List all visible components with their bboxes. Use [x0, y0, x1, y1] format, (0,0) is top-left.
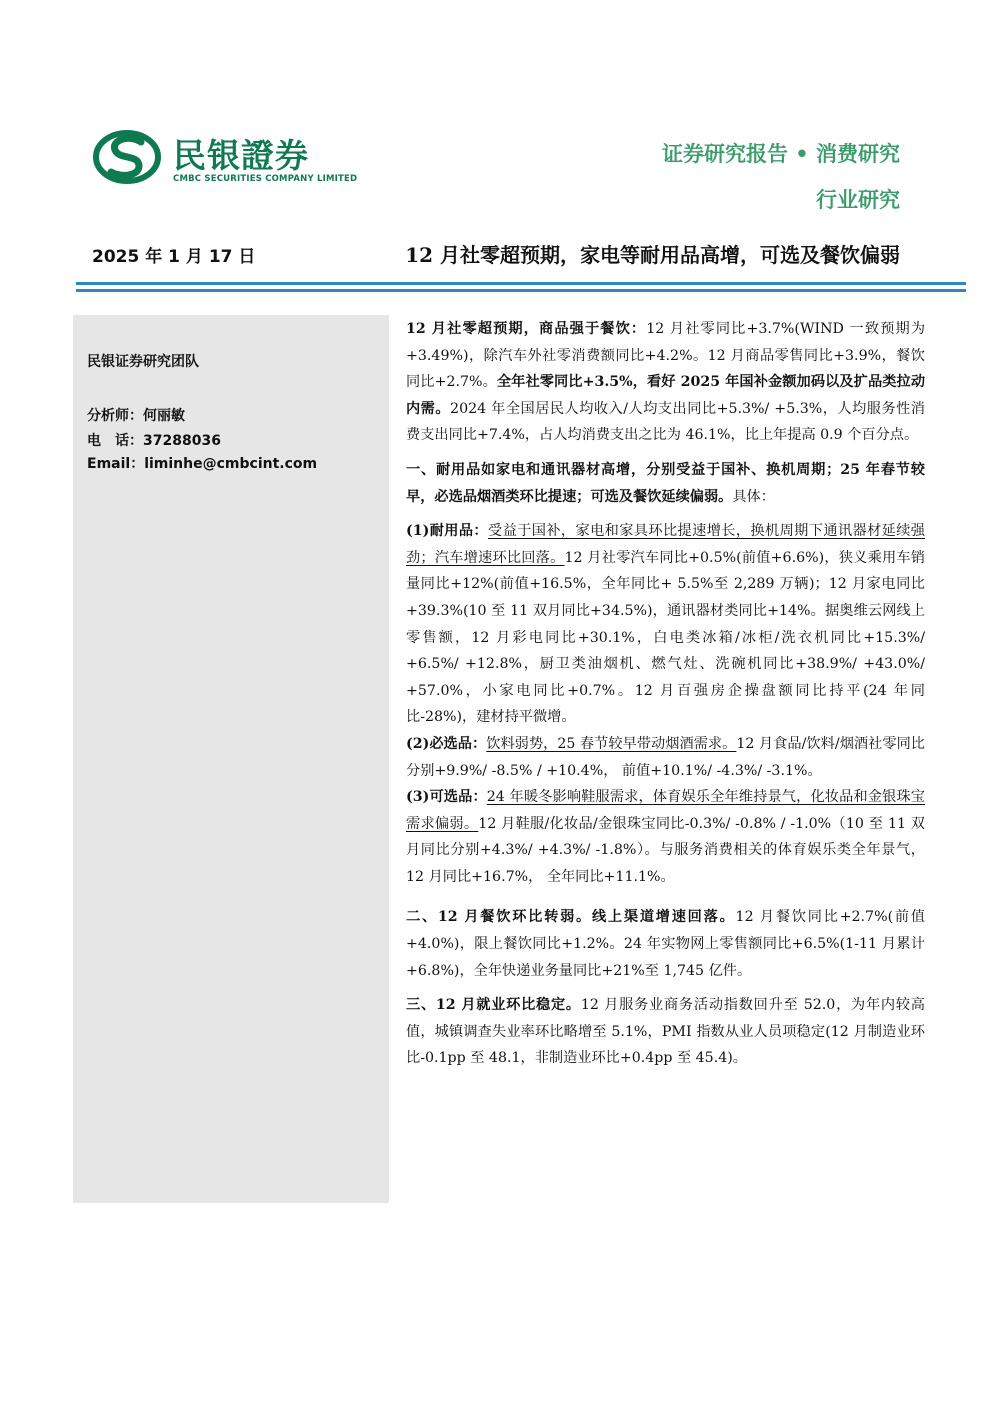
summary-lead: 12 月社零超预期，商品强于餐饮：	[406, 321, 647, 337]
durables-underlined: 受益于国补，家电和家具环比提速增长，换机周期下通讯器材延续强劲；汽车增速环比回落。	[406, 523, 925, 566]
logo-chinese-name: 民银證券	[173, 136, 309, 175]
analyst-email: Email：liminhe@cmbcint.com	[87, 456, 318, 472]
report-body	[406, 316, 925, 1080]
section-three-lead: 三、12 月就业环比稳定。	[406, 997, 581, 1014]
section-three-text: 12 月服务业商务活动指数回升至 52.0，为年内较高值，城镇调查失业率环比略增至 5.1%，PMI 指数从业人员项稳定(12 月制造业环比-0.1pp 至 48.1，非制造业环比+0.4pp 至 45.4)。	[406, 997, 925, 1067]
analyst-name: 分析师：何丽敏	[87, 408, 185, 424]
report-title: 12 月社零超预期，家电等耐用品高增，可选及餐饮偏弱	[405, 243, 900, 267]
staples-lead: (2)必选品：	[406, 735, 487, 752]
durables-lead: (1)耐用品：	[406, 523, 489, 540]
summary-paragraph	[406, 316, 925, 449]
research-team: 民银证券研究团队	[87, 354, 199, 370]
report-type: 证券研究报告 • 消费研究	[661, 142, 900, 166]
cmbc-logo-icon	[93, 128, 165, 186]
staples-underlined: 饮料弱势，25 春节较早带动烟酒需求。	[486, 735, 737, 752]
header-divider	[76, 282, 966, 285]
staples-paragraph	[406, 731, 925, 784]
discretionary-text: 12 月鞋服/化妆品/金银珠宝同比-0.3%/ -0.8% / -1.0%（10 至 11 双月同比分别+4.3%/ +4.3%/ -1.8%）。与服务消费相关的体育娱乐类全年景气，12 月同比+16.7%， 全年同比+11.1%。	[406, 815, 925, 885]
section-one-heading	[406, 457, 925, 510]
summary-highlight: 全年社零同比+3.5%，看好 2025 年国补金额加码以及扩品类拉动内需。	[406, 374, 926, 417]
report-category: 行业研究	[816, 188, 900, 212]
section-two-paragraph	[406, 904, 925, 984]
report-date: 2025 年 1 月 17 日	[92, 247, 256, 267]
analyst-phone: 电 话：37288036	[87, 433, 221, 449]
section-one-lead: 一、耐用品如家电和通讯器材高增，分别受益于国补、换机周期；25 年春节较早，必选品烟酒类环比提速；可选及餐饮延续偏弱。	[406, 461, 925, 505]
durables-paragraph	[406, 518, 925, 731]
summary-text-b: 2024 年全国居民人均收入/人均支出同比+5.3%/ +5.3%，人均服务性消费支出同比+7.4%，占人均消费支出之比为 46.1%，比上年提高 0.9 个百分点。	[406, 400, 925, 444]
discretionary-underlined: 24 年暖冬影响鞋服需求，体育娱乐全年维持景气，化妆品和金银珠宝需求偏弱。	[406, 789, 925, 832]
section-one-text: 具体：	[732, 488, 775, 505]
staples-text: 12 月食品/饮料/烟酒社零同比分别+9.9%/ -8.5% / +10.4%， 前值+10.1%/ -4.3%/ -3.1%。	[406, 735, 925, 779]
header-divider-secondary	[76, 289, 966, 292]
discretionary-lead: (3)可选品：	[406, 789, 487, 806]
company-logo	[93, 128, 358, 190]
section-two-lead: 二、12 月餐饮环比转弱。线上渠道增速回落。	[406, 909, 736, 926]
analyst-sidebar	[73, 315, 389, 1203]
section-two-text: 12 月餐饮同比+2.7%(前值+4.0%)，限上餐饮同比+1.2%。24 年实物网上零售额同比+6.5%(1-11 月累计+6.8%)，全年快递业务量同比+21%至 1,745 亿件。	[406, 909, 926, 979]
discretionary-paragraph	[406, 784, 925, 890]
durables-text: 12 月社零汽车同比+0.5%(前值+6.6%)，狭义乘用车销量同比+12%(前值+16.5%，全年同比+ 5.5%至 2,289 万辆)；12 月家电同比+39.3%(10 至 11 双月同比+34.5%)，通讯器材类同比+14%。据奥维云网线上零售额，12 月彩电同比+30.1%，白电类冰箱/冰柜/洗衣机同比+15.3%/ +6.5%/ +12.8%，厨卫类油烟机、燃气灶、洗碗机同比+38.9%/ +43.0%/ +57.0%，小家电同比+0.7%。12 月百强房企操盘额同比持平(24 年同比-28%)，建材持平微增。	[406, 549, 925, 726]
summary-text-a: 12 月社零同比+3.7%(WIND 一致预期为+3.49%)，除汽车外社零消费额同比+4.2%。12 月商品零售同比+3.9%，餐饮同比+2.7%。	[406, 321, 926, 391]
logo-english-name: CMBC SECURITIES COMPANY LIMITED	[173, 174, 358, 184]
section-three-paragraph	[406, 992, 925, 1072]
